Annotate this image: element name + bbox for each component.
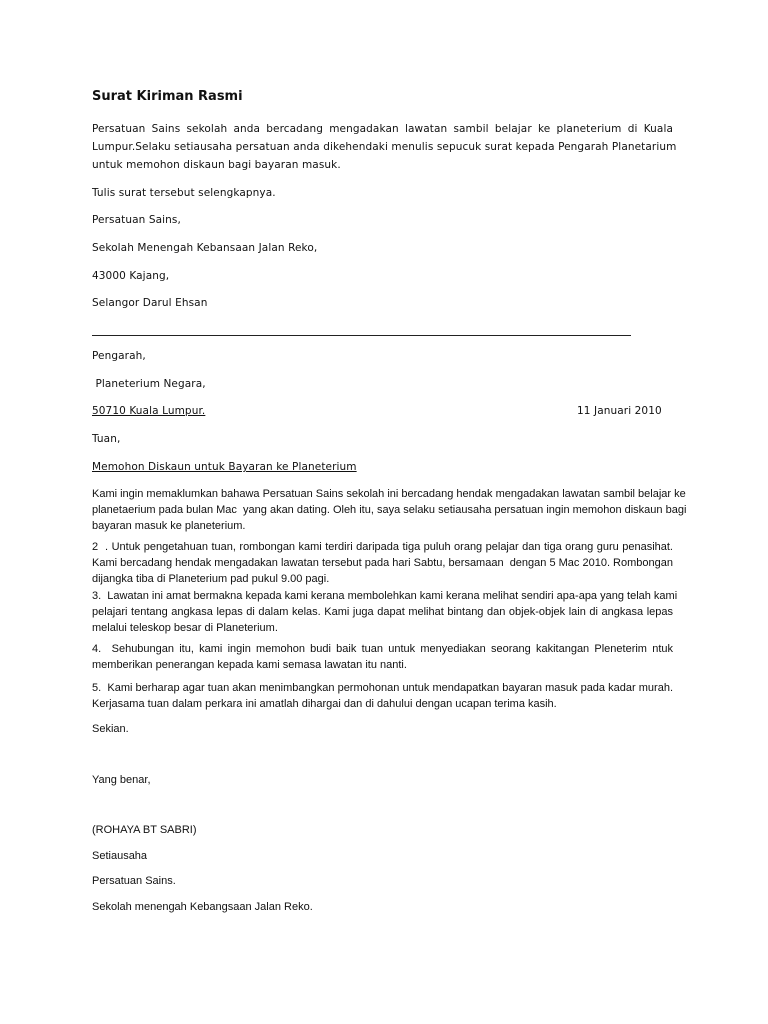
instruction-line: Persatuan Sains sekolah anda bercadang mengadakan lawatan sambil belajar ke planeterium di Kuala [92,123,673,135]
letter-date: 11 Januari 2010 [577,405,662,417]
sender-address-line: 43000 Kajang, [92,270,170,282]
signer-title: Setiausaha [92,850,148,862]
sender-address-line: Selangor Darul Ehsan [92,297,208,309]
signer-school: Sekolah menengah Kebangsaan Jalan Reko. [92,901,313,913]
paragraph-line: bayaran masuk ke planeterium. [92,520,246,532]
paragraph-line: 4. Sehubungan itu, kami ingin memohon budi baik tuan untuk menyediakan seorang kakitangan Pleneterim ntuk [92,643,673,655]
instruction-line: untuk memohon diskaun bagi bayaran masuk. [92,159,341,171]
recipient-address-line: Pengarah, [92,350,146,362]
paragraph-line: memberikan penerangan kepada kami semasa lawatan itu nanti. [92,659,407,671]
paragraph-line: planetaerium pada bulan Mac yang akan dating. Oleh itu, saya selaku setiausaha persatuan ingin memohon diskaun bagi [92,504,687,516]
closing: Sekian. [92,723,129,735]
paragraph-line: Kami bercadang hendak mengadakan lawatan tersebut pada hari Sabtu, bersamaan dengan 5 Mac 2010. Rombongan [92,557,673,569]
document-title: Surat Kiriman Rasmi [92,89,243,104]
recipient-address-line: 50710 Kuala Lumpur. [92,405,206,417]
paragraph-line: Kerjasama tuan dalam perkara ini amatlah dihargai dan di dahului dengan ucapan terima kasih. [92,698,557,710]
salutation: Tuan, [92,433,121,445]
paragraph-line: melalui teleskop besar di Planeterium. [92,622,278,634]
paragraph-line: 3. Lawatan ini amat bermakna kepada kami kerana membolehkan kami kerana melihat sendiri apa-apa yang telah kami [92,590,678,602]
letter-subject: Memohon Diskaun untuk Bayaran ke Planeterium [92,461,357,473]
sender-address-line: Persatuan Sains, [92,214,181,226]
recipient-address-line: Planeterium Negara, [92,378,206,390]
paragraph-line: Kami ingin memaklumkan bahawa Persatuan Sains sekolah ini bercadang hendak mengadakan lawatan sambil belajar ke [92,488,686,500]
signer-name: (ROHAYA BT SABRI) [92,824,197,836]
sign-off: Yang benar, [92,774,151,786]
paragraph-line: dijangka tiba di Planeterium pad pukul 9.00 pagi. [92,573,330,585]
paragraph-line: 5. Kami berharap agar tuan akan menimbangkan permohonan untuk mendapatkan bayaran masuk pada kadar murah. [92,682,673,694]
sender-address-line: Sekolah Menengah Kebansaan Jalan Reko, [92,242,318,254]
paragraph-line: 2 . Untuk pengetahuan tuan, rombongan kami terdiri daripada tiga puluh orang pelajar dan tiga orang guru penasihat. [92,541,673,553]
paragraph-line: pelajari tentang angkasa lepas di dalam kelas. Kami juga dapat melihat bintang dan objek-objek lain di angkasa lepas [92,606,673,618]
instruction-task: Tulis surat tersebut selengkapnya. [92,187,276,199]
divider-line [92,335,631,336]
signer-organization: Persatuan Sains. [92,875,176,887]
instruction-line: Lumpur.Selaku setiausaha persatuan anda dikehendaki menulis sepucuk surat kepada Pengarah Planetarium [92,141,677,153]
